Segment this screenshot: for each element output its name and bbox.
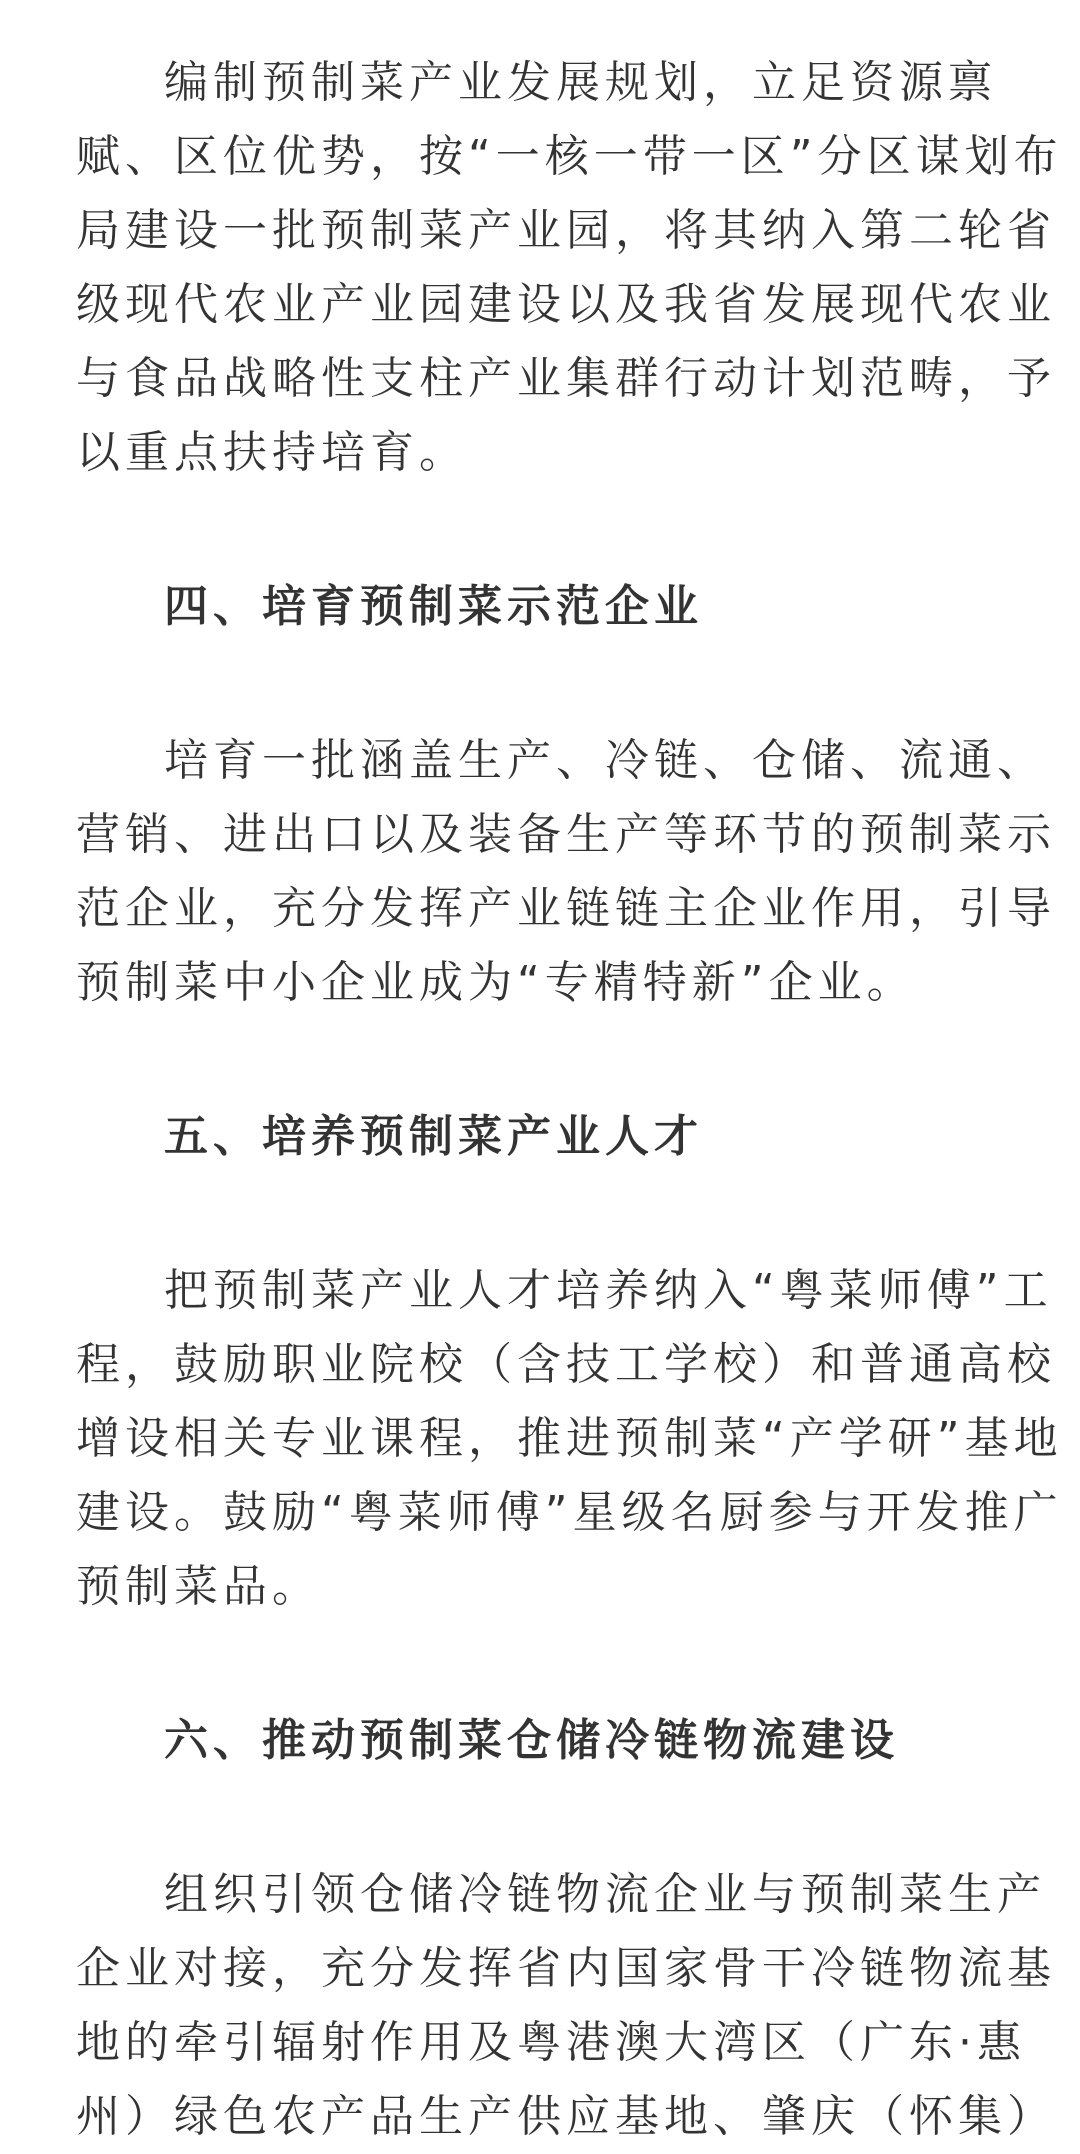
section-gap (76, 1778, 998, 1858)
paragraph-line: 增设相关专业课程，推进预制菜“产学研”基地 (76, 1413, 1063, 1464)
paragraph-line: 与食品战略性支柱产业集群行动计划范畴，予 (76, 353, 1056, 404)
paragraph-line: 赋、区位优势，按“一核一带一区”分区谋划布 (76, 131, 1063, 182)
section-gap (76, 1020, 998, 1100)
paragraph-demo-enterprises (76, 724, 1056, 1020)
paragraph-line: 级现代农业产业园建设以及我省发展现代农业 (76, 279, 1056, 330)
paragraph-talent-training (76, 1254, 1063, 1624)
paragraph-cold-chain (76, 1858, 1056, 2154)
paragraph-line: 编制预制菜产业发展规划，立足资源禀 (164, 57, 997, 108)
paragraph-line: 建设。鼓励“粤菜师傅”星级名厨参与开发推广 (76, 1487, 1063, 1538)
section-gap (76, 1624, 998, 1704)
paragraph-line: 州）绿色农产品生产供应基地、肇庆（怀集） (76, 2091, 1056, 2142)
paragraph-line: 预制菜品。 (76, 1561, 321, 1612)
section-heading-4: 四、培育预制菜示范企业 (164, 581, 703, 632)
paragraph-line: 范企业，充分发挥产业链链主企业作用，引导 (76, 883, 1056, 934)
paragraph-line: 以重点扶持培育。 (76, 427, 468, 478)
section-gap (76, 1174, 998, 1254)
paragraph-line: 把预制菜产业人才培养纳入“粤菜师傅”工 (164, 1265, 1053, 1316)
paragraph-line: 组织引领仓储冷链物流企业与预制菜生产 (164, 1869, 1046, 1920)
paragraph-line: 企业对接，充分发挥省内国家骨干冷链物流基 (76, 1943, 1056, 1994)
section-heading-5: 五、培养预制菜产业人才 (164, 1111, 703, 1162)
paragraph-line: 营销、进出口以及装备生产等环节的预制菜示 (76, 809, 1056, 860)
section-heading-6: 六、推动预制菜仓储冷链物流建设 (164, 1715, 899, 1766)
section-gap (76, 490, 998, 570)
paragraph-line: 程，鼓励职业院校（含技工学校）和普通高校 (76, 1339, 1056, 1390)
paragraph-line: 地的牵引辐射作用及粤港澳大湾区（广东·惠 (76, 2017, 1026, 2068)
paragraph-line: 培育一批涵盖生产、冷链、仓储、流通、 (164, 735, 1046, 786)
paragraph-line: 局建设一批预制菜产业园，将其纳入第二轮省 (76, 205, 1056, 256)
paragraph-line: 预制菜中小企业成为“专精特新”企业。 (76, 957, 916, 1008)
section-gap (76, 644, 998, 724)
paragraph-industry-planning (76, 46, 1063, 490)
